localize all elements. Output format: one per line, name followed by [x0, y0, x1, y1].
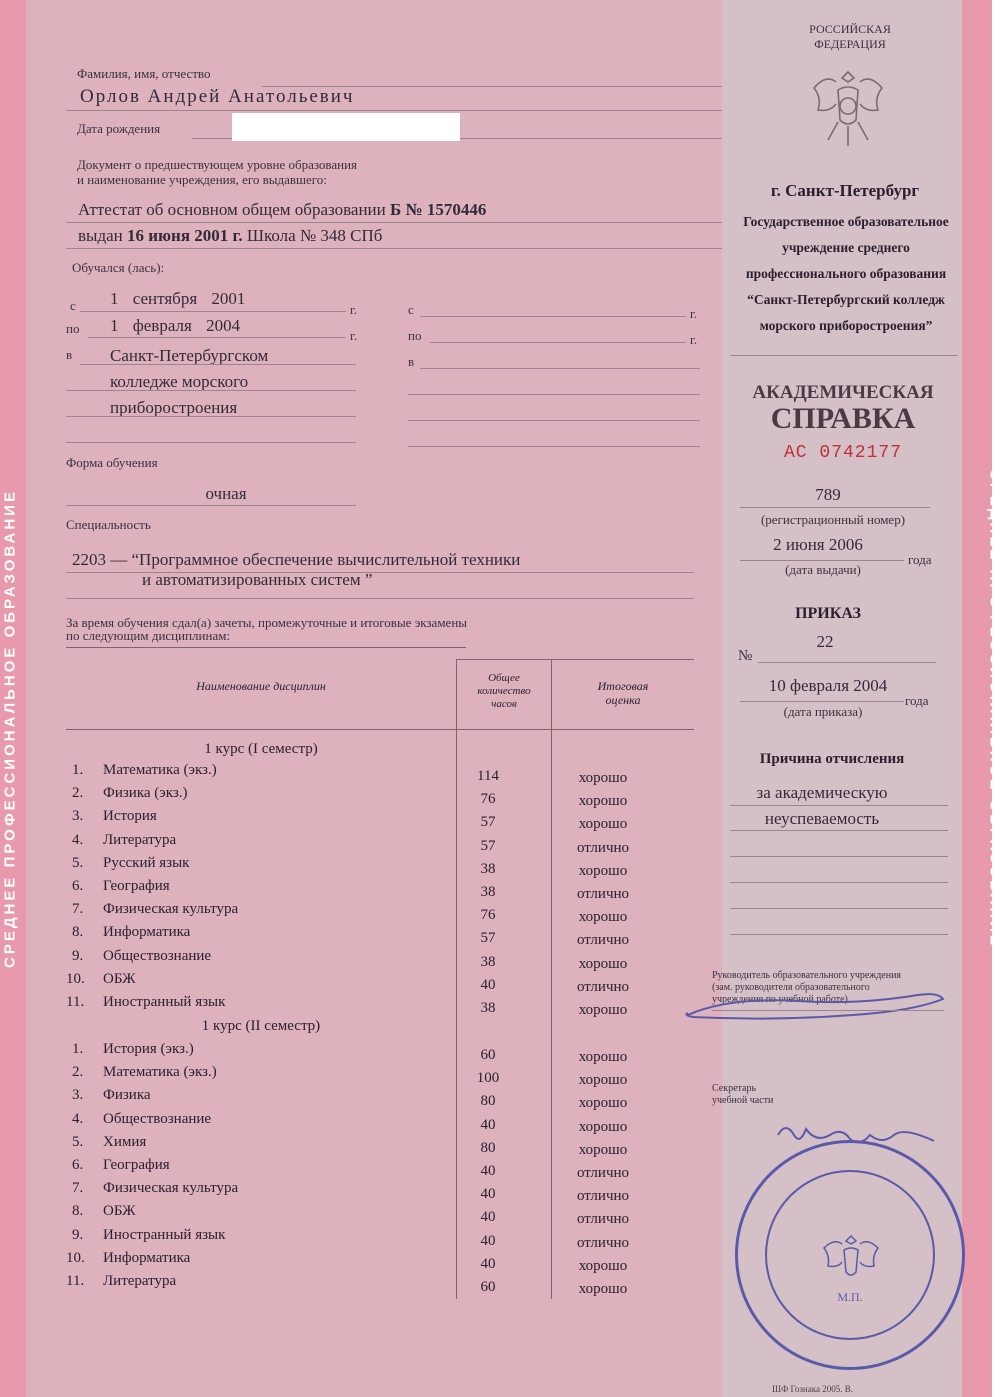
subject-grade: отлично: [576, 886, 630, 902]
subject-name: Физика: [103, 1087, 151, 1104]
subject-hours: 76: [480, 907, 496, 924]
reg-rule: [740, 507, 930, 508]
subject-hours: 40: [480, 976, 496, 993]
row-number: 10.: [66, 1249, 85, 1266]
subject-grade: отлично: [576, 978, 630, 995]
from2-year-suffix: г.: [690, 306, 698, 321]
secretary-line-2: учебной части: [712, 1095, 774, 1106]
reason-rule-2: [730, 830, 948, 831]
prev-doc-line-rule-2: [66, 248, 722, 249]
prev-doc-label-1: Документ о предшествующем уровне образования: [77, 157, 358, 172]
institution-line-4: “Санкт-Петербургский колледж: [747, 292, 945, 307]
institution-name: [728, 209, 964, 339]
subject-name: Русский язык: [103, 854, 190, 871]
subject-hours: 76: [480, 791, 496, 808]
row-number: 11.: [66, 1273, 85, 1289]
order-date: 10 февраля 2004: [768, 676, 888, 695]
exams-intro-2: по следующим дисциплинам:: [66, 628, 231, 643]
subject-hours: 80: [480, 1093, 496, 1110]
subject-hours: 60: [480, 1279, 496, 1295]
subject-grade: хорошо: [578, 1141, 628, 1158]
country-line-2: ФЕДЕРАЦИЯ: [814, 37, 886, 51]
subject-grade: хорошо: [578, 909, 628, 926]
reason-rule-1: [730, 805, 948, 806]
issue-label: (дата выдачи): [785, 562, 861, 577]
subject-grade: отлично: [576, 1188, 630, 1205]
subject-name: История (экз.): [103, 1041, 194, 1057]
row-number: 5.: [72, 1133, 84, 1150]
subject-name: ОБЖ: [103, 970, 136, 987]
order-no-label: №: [738, 648, 753, 664]
subject-grade: отлично: [576, 1234, 630, 1251]
city: г. Санкт-Петербург: [770, 181, 920, 200]
left-side-text: СРЕДНЕЕ ПРОФЕССИОНАЛЬНОЕ ОБРАЗОВАНИЕ: [1, 489, 19, 968]
subject-grade: хорошо: [578, 770, 628, 786]
study-label: Обучался (лась):: [72, 260, 165, 275]
reason-rule-4: [730, 882, 948, 883]
row-number: 7.: [72, 1180, 84, 1197]
head-line-3: учреждения по учебной работе): [712, 994, 848, 1005]
subject-hours: 60: [480, 1047, 496, 1063]
col-header-grade: [553, 679, 693, 707]
to-line: [88, 337, 346, 338]
institution-line-3: профессионального образования: [745, 266, 947, 281]
from2-line: [420, 316, 686, 317]
reason-line-1: за академическую: [756, 783, 888, 802]
prev-doc-school: Школа № 348 СПб: [242, 226, 383, 245]
secretary-label: [712, 1083, 773, 1107]
specialty-line-1: 2203 — “Программное обеспечение вычислительной техники: [72, 550, 521, 569]
head-signature-rule: [712, 1010, 944, 1011]
doc-title-1: АКАДЕМИЧЕСКАЯ: [752, 382, 934, 403]
form-label: Форма обучения: [66, 455, 158, 470]
institution-line-5: морского приборостроения”: [759, 318, 933, 333]
reason-value: [722, 780, 922, 832]
subject-hours: 80: [480, 1139, 496, 1156]
col-grade-2: оценка: [605, 693, 641, 707]
subject-hours: 57: [480, 930, 496, 947]
row-number: 9.: [72, 1226, 84, 1243]
subject-grade: хорошо: [578, 793, 628, 810]
specialty-rule-2: [66, 598, 694, 599]
row-number: 3.: [72, 808, 84, 825]
form-value: очная: [205, 484, 247, 503]
subject-hours: 114: [477, 768, 499, 784]
order-number: 22: [816, 632, 834, 651]
reason-label: Причина отчисления: [759, 751, 905, 767]
subject-grade: хорошо: [578, 1049, 628, 1065]
in2-label: в: [408, 354, 415, 369]
from-year-suffix: г.: [350, 302, 358, 317]
name-value: Орлов Андрей Анатольевич: [80, 86, 355, 107]
table-header-bottom-rule: [66, 729, 694, 730]
table-top-rule-right: [456, 659, 694, 660]
in2-rule-3: [408, 420, 700, 421]
subject-hours: 40: [480, 1186, 496, 1203]
in2-rule-1: [420, 368, 700, 369]
prev-doc-line-2: [78, 226, 382, 246]
subject-hours: 40: [480, 1255, 496, 1272]
subject-grade: отлично: [576, 1211, 630, 1228]
col-header-name: Наименование дисциплин: [196, 679, 326, 693]
table-top-rule-left: [66, 647, 466, 648]
to2-label: по: [408, 328, 422, 343]
order-date-rule: [740, 701, 904, 702]
subject-grade: отлично: [576, 839, 630, 856]
row-number: 1.: [72, 762, 84, 778]
specialty-line-2: и автоматизированных систем ”: [142, 570, 373, 589]
subject-name: Иностранный язык: [103, 994, 226, 1010]
subject-grade: хорошо: [578, 1002, 628, 1018]
col-grade-1: Итоговая: [597, 679, 649, 693]
reg-label: (регистрационный номер): [760, 512, 906, 527]
subject-name: Обществознание: [103, 947, 212, 964]
stamp-mp: М.П.: [837, 1290, 863, 1304]
reason-line-2: неуспеваемость: [764, 809, 880, 828]
reg-number: 789: [815, 485, 841, 504]
subject-hours: 40: [480, 1209, 496, 1226]
doc-series: АС 0742177: [783, 443, 903, 463]
coat-of-arms-icon: [806, 64, 890, 150]
subject-grade: хорошо: [578, 1257, 628, 1274]
subject-name: Обществознание: [103, 1110, 212, 1127]
semester-1-heading: 1 курс (I семестр): [204, 741, 318, 757]
from-label: с: [70, 298, 76, 313]
col-hours-2: количество: [477, 685, 531, 697]
place-value: [110, 343, 268, 421]
col-hours-3: часов: [491, 698, 517, 710]
prev-doc-label: [77, 157, 357, 187]
place-line-2: колледже морского: [110, 372, 249, 391]
subject-name: География: [103, 1157, 170, 1173]
subject-grade: отлично: [576, 932, 630, 949]
exams-intro: [66, 616, 467, 642]
subject-grade: хорошо: [578, 1281, 628, 1297]
place-rule-3: [66, 416, 356, 417]
prev-doc-label-2: и наименование учреждения, его выдавшего:: [77, 172, 327, 187]
country-header: [770, 22, 930, 52]
from-value: 1 сентября 2001: [110, 289, 246, 308]
semester-2-heading: 1 курс (II семестр): [201, 1018, 321, 1034]
row-number: 9.: [72, 947, 84, 964]
prev-doc-number: Б № 1570446: [390, 200, 487, 219]
subject-name: Физическая культура: [103, 1180, 239, 1197]
footer-print: ШФ Гознака 2005. В.: [772, 1384, 853, 1394]
subject-hours: 100: [476, 1070, 500, 1087]
from2-label: с: [408, 302, 414, 317]
to-year-suffix: г.: [350, 328, 358, 343]
subject-hours: 40: [480, 1116, 496, 1133]
secretary-line-1: Секретарь: [712, 1083, 757, 1094]
subject-grade: хорошо: [578, 955, 628, 972]
place-line-1: Санкт-Петербургском: [110, 346, 269, 365]
in2-rule-4: [408, 446, 700, 447]
form-line: [66, 505, 356, 506]
subject-name: Информатика: [103, 1249, 191, 1266]
subject-hours: 38: [480, 953, 496, 970]
subject-name: Физика (экз.): [103, 785, 188, 802]
right-side-text: СРЕДНЕЕ ПРОФЕССИОНАЛЬНОЕ ОБРАЗОВАНИЕ: [986, 469, 1004, 948]
place-line-3: приборостроения: [110, 398, 238, 417]
row-number: 11.: [66, 994, 85, 1010]
subject-name: Иностранный язык: [103, 1226, 226, 1243]
table-col-divider-2: [551, 659, 552, 1299]
name-label: Фамилия, имя, отчество: [77, 66, 211, 81]
subject-hours: 38: [480, 860, 496, 877]
prev-doc-issued: выдан: [78, 226, 127, 245]
subject-grade: хорошо: [578, 1095, 628, 1112]
prev-doc-line-1: [78, 200, 486, 220]
order-date-label: (дата приказа): [783, 704, 863, 719]
row-number: 6.: [72, 1157, 84, 1173]
row-number: 5.: [72, 854, 84, 871]
to2-line: [430, 342, 686, 343]
order-suffix: года: [905, 693, 929, 708]
to2-year-suffix: г.: [690, 332, 698, 347]
row-number: 4.: [72, 831, 84, 848]
order-title: ПРИКАЗ: [795, 605, 861, 622]
subject-name: Химия: [103, 1133, 147, 1150]
birth-label: Дата рождения: [77, 121, 161, 136]
in2-rule-2: [408, 394, 700, 395]
stamp-eagle-icon: [818, 1230, 884, 1290]
col-hours-1: Общее: [488, 672, 520, 684]
doc-title-2: СПРАВКА: [770, 402, 916, 435]
reason-rule-6: [730, 934, 948, 935]
row-number: 7.: [72, 901, 84, 918]
issue-date: 2 июня 2006: [773, 535, 863, 554]
subject-hours: 38: [480, 1000, 496, 1016]
col-header-hours: [458, 672, 550, 711]
head-line-2: (зам. руководителя образовательного: [712, 982, 870, 993]
subject-grade: хорошо: [578, 1072, 628, 1089]
reason-rule-5: [730, 908, 948, 909]
prev-doc-line-rule-1: [66, 222, 722, 223]
table-col-divider-1: [456, 659, 457, 1299]
subject-name: История: [103, 808, 157, 825]
subject-name: Математика (экз.): [103, 762, 217, 778]
subject-hours: 40: [480, 1163, 496, 1179]
subject-grade: хорошо: [578, 1118, 628, 1135]
place-rule-4: [66, 442, 356, 443]
place-rule-2: [66, 390, 356, 391]
subject-name: ОБЖ: [103, 1203, 136, 1220]
issue-suffix: года: [908, 552, 932, 567]
to-label: по: [66, 321, 80, 336]
prev-doc-text: Аттестат об основном общем образовании: [78, 200, 390, 219]
subject-hours: 57: [480, 837, 496, 854]
institution-rule: [730, 355, 958, 356]
redacted-birth-date: [232, 113, 460, 141]
exams-intro-1: За время обучения сдал(а) зачеты, промежуточные и итоговые экзамены: [66, 615, 468, 630]
specialty-label: Специальность: [66, 517, 151, 532]
row-number: 8.: [72, 1203, 84, 1220]
row-number: 4.: [72, 1110, 84, 1127]
row-number: 2.: [72, 1064, 84, 1081]
subject-hours: 40: [480, 1232, 496, 1249]
institution-line-2: учреждение среднего: [782, 240, 910, 255]
subject-grade: отлично: [576, 1165, 630, 1181]
order-no-rule: [758, 662, 936, 663]
place-rule-1: [80, 364, 356, 365]
row-number: 1.: [72, 1041, 84, 1057]
subject-name: Информатика: [103, 924, 191, 941]
prev-doc-date: 16 июня 2001 г.: [127, 226, 243, 245]
subject-hours: 38: [480, 884, 496, 900]
subject-name: Математика (экз.): [103, 1064, 217, 1081]
subject-name: Физическая культура: [103, 901, 239, 918]
name-line-2: [66, 110, 722, 111]
row-number: 6.: [72, 878, 84, 894]
subject-grade: хорошо: [578, 862, 628, 879]
subject-name: Литература: [103, 1273, 177, 1289]
issue-rule: [740, 560, 904, 561]
in-label: в: [66, 347, 73, 362]
from-line: [80, 311, 346, 312]
country-line-1: РОССИЙСКАЯ: [809, 22, 891, 36]
to-value: 1 февраля 2004: [110, 316, 241, 335]
subject-name: Литература: [103, 831, 177, 848]
row-number: 8.: [72, 924, 84, 941]
row-number: 2.: [72, 785, 84, 802]
subject-hours: 57: [480, 814, 496, 831]
subject-grade: хорошо: [578, 816, 628, 833]
head-line-1: Руководитель образовательного учреждения: [712, 970, 902, 981]
reason-rule-3: [730, 856, 948, 857]
subject-name: География: [103, 878, 170, 894]
institution-line-1: Государственное образовательное: [743, 214, 949, 229]
row-number: 3.: [72, 1087, 84, 1104]
row-number: 10.: [66, 970, 85, 987]
